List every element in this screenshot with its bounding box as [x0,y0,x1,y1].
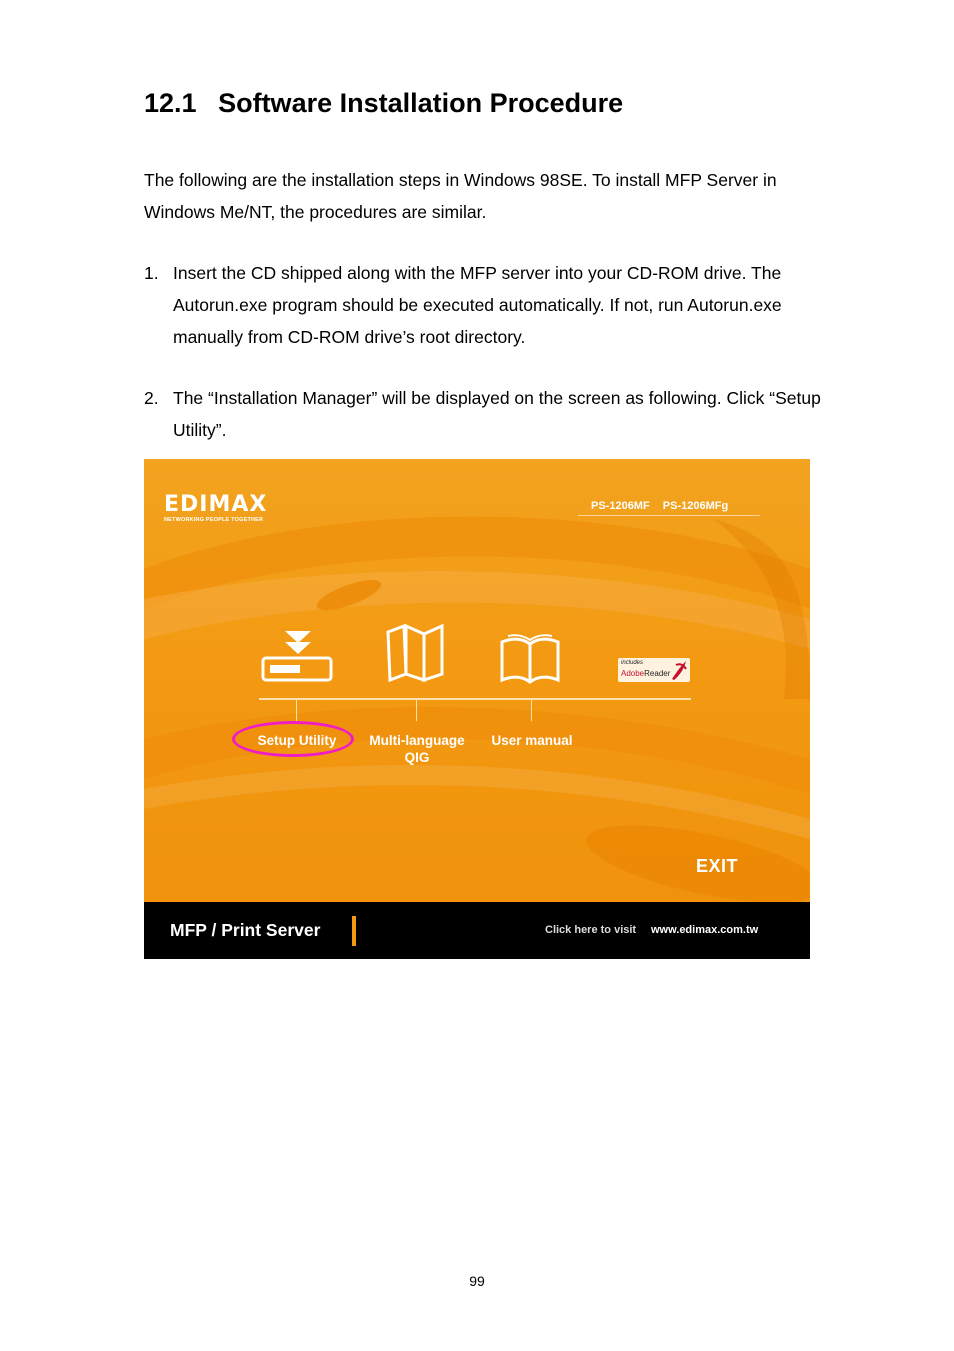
step-text: The “Installation Manager” will be displayed on the screen as following. Click “Setup Utility”. [173,388,821,440]
setup-utility-button[interactable]: Setup Utility [257,733,337,748]
folded-map-icon[interactable] [384,624,448,682]
setup-utility-highlight-circle [232,721,354,757]
brand-wordmark: EDIMAX [164,492,268,517]
footer-url-link[interactable]: www.edimax.com.tw [651,924,759,936]
adobe-product: Reader [644,669,671,678]
page-number: 99 [469,1273,485,1289]
adobe-reader-icon [670,659,688,681]
step-text: Insert the CD shipped along with the MFP server into your CD-ROM drive. The Autorun.exe program should be executed automatically. If not, run Autorun.exe manually from CD-ROM drive’s root directory. [173,263,782,347]
footer-separator [352,916,356,946]
footer-bar [144,902,810,959]
installation-manager-screenshot [144,459,810,959]
footer-visit-text[interactable]: Click here to visit [545,924,637,936]
model-numbers [578,500,760,516]
menu-connector [296,700,297,721]
model-number: PS-1206MFg [662,500,729,512]
menu-connector [416,700,417,721]
section-heading [144,88,623,119]
section-title: Software Installation Procedure [218,88,624,118]
brand-tagline: NETWORKING PEOPLE TOGETHER [164,517,264,523]
adobe-includes: includes [621,660,644,666]
step-1 [144,257,834,353]
footer-title: MFP / Print Server [170,920,321,940]
step-number: 1. [144,263,159,283]
edimax-logo [164,492,268,523]
adobe-reader-badge[interactable] [618,658,690,682]
step-2 [144,382,834,446]
adobe-reader-label [621,669,670,678]
step-number: 2. [144,388,159,408]
open-book-icon[interactable] [498,634,562,684]
section-number: 12.1 [144,88,197,118]
model-number: PS-1206MF [591,500,650,512]
install-drive-icon[interactable] [260,629,334,685]
intro-paragraph: The following are the installation steps in Windows 98SE. To install MFP Server in Windows Me/NT, the procedures are similar. [144,170,777,222]
adobe-brand: Adobe [621,669,645,678]
menu-divider [259,698,691,700]
exit-button[interactable]: EXIT [696,856,739,876]
user-manual-button[interactable]: User manual [491,733,573,748]
menu-connector [531,700,532,721]
multi-language-qig-button[interactable]: Multi-language QIG [369,733,465,765]
background-swooshes [144,459,810,902]
